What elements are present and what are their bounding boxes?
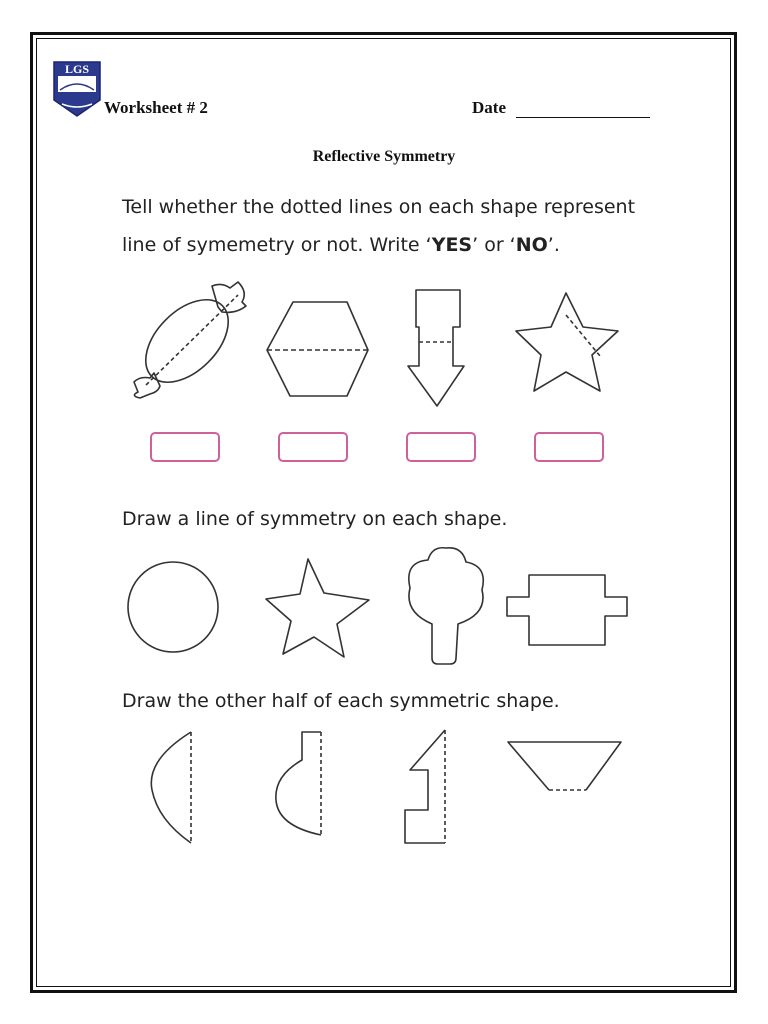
page-title: Reflective Symmetry: [312, 148, 456, 165]
circle-shape: [128, 562, 218, 652]
instruction-text: line of symemetry or not. Write ‘: [122, 234, 432, 256]
tree-shape: [409, 548, 483, 664]
answer-box-star[interactable]: [534, 432, 604, 462]
worksheet-title: Worksheet # 2: [104, 98, 208, 117]
section2-instruction: Draw a line of symmetry on each shape.: [122, 508, 508, 530]
half-oval-shape: [151, 732, 191, 843]
half-vase-shape: [276, 732, 321, 835]
cross-shape: [507, 575, 627, 645]
logo-text: LGS: [64, 62, 90, 76]
candy-shape: [130, 282, 246, 398]
star-shape-2: [266, 559, 369, 657]
answer-box-arrow[interactable]: [406, 432, 476, 462]
arrow-shape: [408, 290, 464, 406]
no-word: NO: [515, 234, 548, 256]
date-label: Date: [472, 98, 506, 117]
half-trapezoid-shape: [508, 742, 621, 790]
instruction-text: ’ or ‘: [472, 234, 516, 256]
section1-instruction-line1: Tell whether the dotted lines on each shape represent: [122, 196, 636, 218]
section3-instruction: Draw the other half of each symmetric shape.: [122, 690, 560, 712]
hexagon-shape: [267, 302, 368, 396]
answer-box-candy[interactable]: [150, 432, 220, 462]
half-step-shape: [405, 730, 445, 843]
instruction-text: ’.: [547, 234, 560, 256]
star-shape: [516, 293, 618, 391]
yes-word: YES: [431, 234, 473, 256]
answer-box-hexagon[interactable]: [278, 432, 348, 462]
